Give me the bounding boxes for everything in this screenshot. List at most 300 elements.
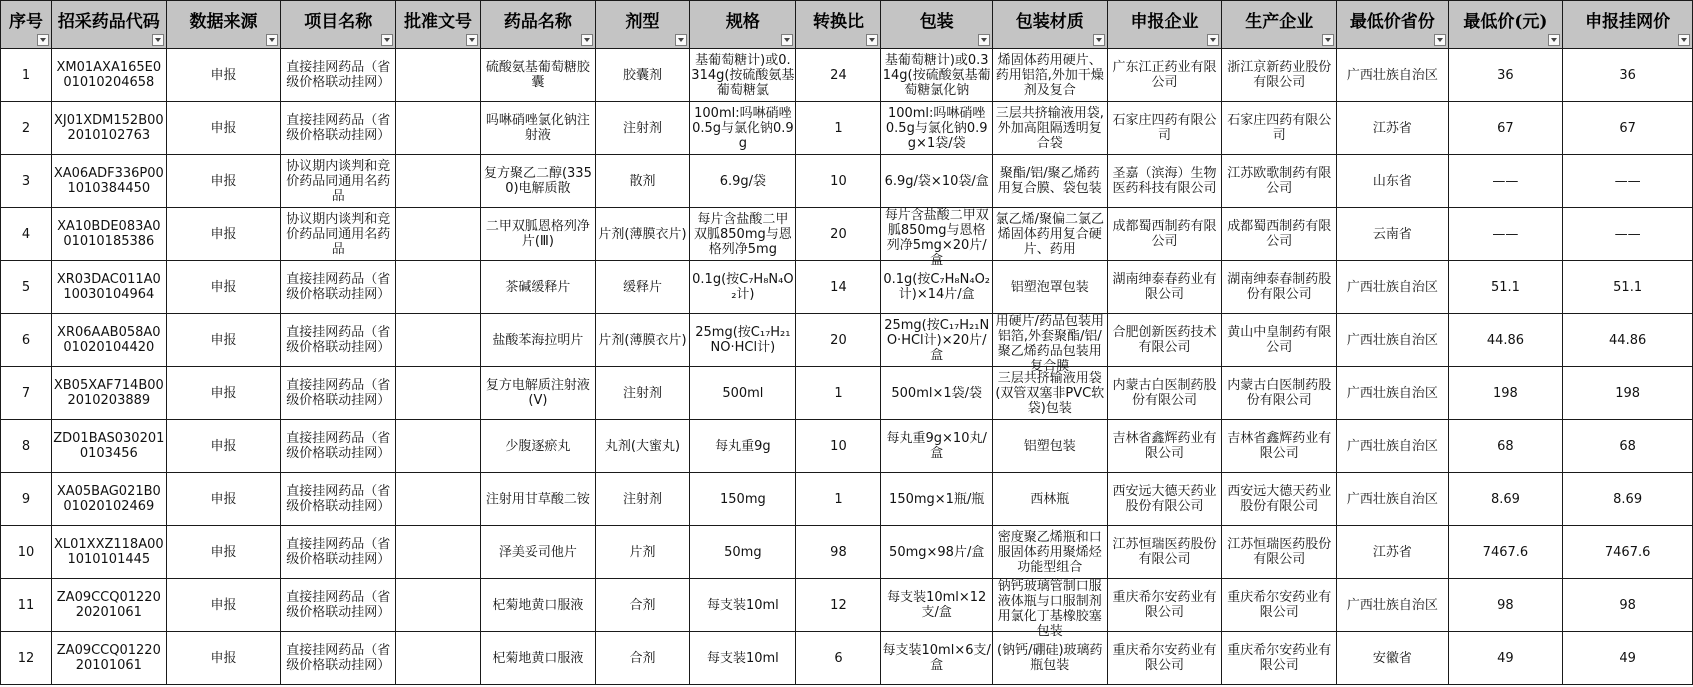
cell-province[interactable] — [1337, 526, 1449, 579]
cell-lowest[interactable] — [1448, 155, 1563, 208]
cell-applicant[interactable] — [1107, 473, 1222, 526]
cell-project[interactable] — [281, 632, 396, 685]
cell-spec[interactable] — [690, 102, 796, 155]
cell-package[interactable] — [881, 473, 993, 526]
cell-value: 山东省 — [1372, 173, 1412, 189]
cell-form[interactable] — [595, 420, 690, 473]
cell-manufacturer[interactable] — [1222, 473, 1337, 526]
cell-seq[interactable] — [1, 208, 52, 261]
filter-dropdown-icon[interactable] — [1548, 34, 1560, 46]
column-header-package[interactable] — [881, 1, 993, 49]
cell-manufacturer[interactable] — [1222, 261, 1337, 314]
cell-material[interactable] — [992, 102, 1107, 155]
table-row — [1, 579, 1693, 632]
cell-value: 用硬片/药品包装用铝箔,外套聚酯/铝/聚乙烯药品包装用复合膜 — [995, 314, 1104, 374]
cell-applicant[interactable] — [1107, 632, 1222, 685]
cell-listed[interactable] — [1563, 579, 1693, 632]
cell-drug[interactable] — [481, 208, 596, 261]
cell-province[interactable] — [1337, 261, 1449, 314]
cell-value: ZA09CCQ0122020101061 — [56, 643, 161, 673]
cell-code[interactable] — [51, 526, 166, 579]
column-header-project[interactable] — [281, 1, 396, 49]
cell-province[interactable] — [1337, 314, 1449, 367]
cell-seq[interactable] — [1, 579, 52, 632]
cell-value: 二甲双胍恩格列净片(Ⅲ) — [485, 219, 590, 249]
cell-value: 重庆希尔安药业有限公司 — [1112, 643, 1217, 673]
cell-spec[interactable] — [690, 367, 796, 420]
cell-value: 12 — [17, 650, 35, 666]
cell-value: 49 — [1619, 650, 1636, 666]
cell-source[interactable] — [166, 526, 281, 579]
cell-lowest[interactable] — [1448, 49, 1563, 102]
cell-material[interactable] — [992, 420, 1107, 473]
cell-province[interactable] — [1337, 632, 1449, 685]
cell-project[interactable] — [281, 155, 396, 208]
cell-ratio[interactable] — [796, 155, 881, 208]
cell-value: 直接挂网药品（省级价格联动挂网） — [286, 60, 391, 90]
cell-ratio[interactable] — [796, 420, 881, 473]
cell-code[interactable] — [51, 261, 166, 314]
cell-spec[interactable] — [690, 579, 796, 632]
cell-seq[interactable] — [1, 420, 52, 473]
cell-ratio[interactable] — [796, 314, 881, 367]
cell-spec[interactable] — [690, 49, 796, 102]
cell-material[interactable] — [992, 155, 1107, 208]
cell-value: 申报 — [210, 173, 237, 189]
cell-seq[interactable] — [1, 155, 52, 208]
cell-value: 协议期内谈判和竞价药品同通用名药品 — [286, 158, 391, 204]
cell-code[interactable] — [51, 420, 166, 473]
cell-project[interactable] — [281, 208, 396, 261]
cell-material[interactable] — [992, 526, 1107, 579]
cell-form[interactable] — [595, 102, 690, 155]
cell-spec[interactable] — [690, 155, 796, 208]
cell-applicant[interactable] — [1107, 367, 1222, 420]
cell-value: 每丸重9g — [715, 438, 771, 454]
cell-seq[interactable] — [1, 632, 52, 685]
cell-package[interactable] — [881, 314, 993, 367]
cell-lowest[interactable] — [1448, 473, 1563, 526]
cell-value: —— — [1614, 173, 1641, 189]
cell-province[interactable] — [1337, 102, 1449, 155]
cell-value: 4 — [21, 226, 31, 242]
cell-source[interactable] — [166, 208, 281, 261]
cell-material[interactable] — [992, 314, 1107, 374]
cell-spec[interactable] — [690, 473, 796, 526]
cell-province[interactable] — [1337, 208, 1449, 261]
cell-source[interactable] — [166, 367, 281, 420]
cell-value: XA10BDE083A001010185386 — [57, 219, 161, 249]
cell-project[interactable] — [281, 526, 396, 579]
cell-value: 150mg — [720, 491, 766, 507]
column-header-lowest[interactable] — [1448, 1, 1563, 49]
cell-package[interactable] — [881, 102, 993, 155]
cell-value: 协议期内谈判和竞价药品同通用名药品 — [286, 211, 391, 257]
cell-drug[interactable] — [481, 155, 596, 208]
cell-value: 8 — [21, 438, 31, 454]
cell-province[interactable] — [1337, 473, 1449, 526]
cell-package[interactable] — [881, 49, 993, 102]
cell-value: 10 — [17, 544, 35, 560]
cell-drug[interactable] — [481, 314, 596, 367]
cell-manufacturer[interactable] — [1222, 632, 1337, 685]
cell-province[interactable] — [1337, 367, 1449, 420]
cell-source[interactable] — [166, 579, 281, 632]
cell-package[interactable] — [881, 632, 993, 685]
cell-province[interactable] — [1337, 579, 1449, 632]
column-header-seq[interactable] — [1, 1, 52, 49]
column-header-ratio[interactable] — [796, 1, 881, 49]
cell-spec[interactable] — [690, 208, 796, 261]
cell-drug[interactable] — [481, 261, 596, 314]
cell-project[interactable] — [281, 367, 396, 420]
cell-value: 14 — [830, 279, 847, 295]
cell-project[interactable] — [281, 473, 396, 526]
cell-package[interactable] — [881, 155, 993, 208]
cell-package[interactable] — [881, 261, 993, 314]
cell-ratio[interactable] — [796, 367, 881, 420]
cell-manufacturer[interactable] — [1222, 367, 1337, 420]
cell-spec[interactable] — [690, 526, 796, 579]
filter-dropdown-icon[interactable] — [37, 34, 49, 46]
cell-approval[interactable] — [396, 526, 481, 579]
cell-listed[interactable] — [1563, 314, 1693, 367]
cell-value: 申报 — [210, 67, 237, 83]
cell-lowest[interactable] — [1448, 208, 1563, 261]
cell-value: 98 — [1497, 597, 1514, 613]
column-header-code[interactable] — [51, 1, 166, 49]
cell-approval[interactable] — [396, 261, 481, 314]
cell-applicant[interactable] — [1107, 155, 1222, 208]
cell-source[interactable] — [166, 314, 281, 367]
cell-value: 20 — [830, 332, 847, 348]
cell-manufacturer[interactable] — [1222, 526, 1337, 579]
cell-value: 每丸重9g×10丸/盒 — [886, 431, 987, 461]
cell-value: XA05BAG021B001020102469 — [56, 484, 161, 514]
cell-form[interactable] — [595, 526, 690, 579]
cell-material[interactable] — [992, 632, 1107, 685]
cell-spec[interactable] — [690, 314, 796, 367]
cell-approval[interactable] — [396, 155, 481, 208]
cell-ratio[interactable] — [796, 208, 881, 261]
filter-dropdown-icon[interactable] — [675, 34, 687, 46]
cell-manufacturer[interactable] — [1222, 49, 1337, 102]
cell-lowest[interactable] — [1448, 526, 1563, 579]
cell-source[interactable] — [166, 473, 281, 526]
cell-value: 10 — [830, 173, 847, 189]
cell-drug[interactable] — [481, 632, 596, 685]
column-header-drug[interactable] — [481, 1, 596, 49]
cell-value: 0.1g(按C₇H₈N₄O₂计) — [692, 272, 794, 302]
cell-applicant[interactable] — [1107, 420, 1222, 473]
cell-seq[interactable] — [1, 49, 52, 102]
cell-drug[interactable] — [481, 420, 596, 473]
cell-form[interactable] — [595, 579, 690, 632]
cell-ratio[interactable] — [796, 632, 881, 685]
cell-applicant[interactable] — [1107, 526, 1222, 579]
cell-approval[interactable] — [396, 420, 481, 473]
cell-project[interactable] — [281, 102, 396, 155]
cell-approval[interactable] — [396, 49, 481, 102]
cell-applicant[interactable] — [1107, 208, 1222, 261]
cell-package[interactable] — [881, 579, 993, 632]
cell-code[interactable] — [51, 367, 166, 420]
cell-value: 申报 — [210, 650, 237, 666]
column-header-form[interactable] — [595, 1, 690, 49]
cell-province[interactable] — [1337, 420, 1449, 473]
cell-value: 98 — [1619, 597, 1636, 613]
cell-material[interactable] — [992, 473, 1107, 526]
cell-listed[interactable] — [1563, 261, 1693, 314]
cell-value: 茶碱缓释片 — [505, 279, 571, 295]
cell-approval[interactable] — [396, 314, 481, 367]
filter-dropdown-icon[interactable] — [581, 34, 593, 46]
cell-manufacturer[interactable] — [1222, 102, 1337, 155]
filter-dropdown-icon[interactable] — [1678, 34, 1690, 46]
cell-value: 石家庄四药有限公司 — [1112, 113, 1217, 143]
cell-code[interactable] — [51, 314, 166, 367]
column-header-label: 剂型 — [625, 11, 660, 32]
cell-ratio[interactable] — [796, 579, 881, 632]
filter-dropdown-icon[interactable] — [978, 34, 990, 46]
cell-value: 直接挂网药品（省级价格联动挂网） — [286, 590, 391, 620]
cell-code[interactable] — [51, 208, 166, 261]
cell-value: XL01XXZ118A001010101445 — [53, 537, 164, 567]
cell-package[interactable] — [881, 208, 993, 268]
filter-dropdown-icon[interactable] — [781, 34, 793, 46]
cell-form[interactable] — [595, 155, 690, 208]
cell-source[interactable] — [166, 49, 281, 102]
cell-value: 湖南绅泰春制药股份有限公司 — [1227, 272, 1332, 302]
table-row — [1, 49, 1693, 102]
cell-value: 基葡萄糖计)或0.314g(按硫酸氨基葡萄糖氯 — [691, 52, 795, 98]
cell-manufacturer[interactable] — [1222, 155, 1337, 208]
cell-project[interactable] — [281, 49, 396, 102]
cell-project[interactable] — [281, 314, 396, 367]
cell-code[interactable] — [51, 155, 166, 208]
cell-value: 2 — [21, 120, 31, 136]
cell-material[interactable] — [992, 367, 1107, 420]
cell-value: 片剂(薄膜衣片) — [598, 332, 687, 348]
cell-project[interactable] — [281, 420, 396, 473]
cell-listed[interactable] — [1563, 473, 1693, 526]
filter-dropdown-icon[interactable] — [266, 34, 278, 46]
cell-applicant[interactable] — [1107, 49, 1222, 102]
cell-source[interactable] — [166, 155, 281, 208]
cell-value: 198 — [1493, 385, 1518, 401]
column-header-spec[interactable] — [690, 1, 796, 49]
column-header-applicant[interactable] — [1107, 1, 1222, 49]
cell-value: 三层共挤输液用袋(双管双塞非PVC软袋)包装 — [995, 370, 1105, 416]
filter-dropdown-icon[interactable] — [1207, 34, 1219, 46]
cell-listed[interactable] — [1563, 102, 1693, 155]
cell-drug[interactable] — [481, 49, 596, 102]
cell-value: 杞菊地黄口服液 — [492, 597, 584, 613]
cell-value: 密度聚乙烯瓶和口服固体药用聚烯烃功能型组合 — [997, 529, 1102, 575]
cell-value: —— — [1492, 173, 1519, 189]
cell-value: 西安远大德天药业股份有限公司 — [1112, 484, 1217, 514]
cell-code[interactable] — [51, 49, 166, 102]
cell-value: 25mg(按C₁₇H₂₁NO·HCl计)×20片/盒 — [884, 317, 990, 363]
cell-seq[interactable] — [1, 102, 52, 155]
cell-project[interactable] — [281, 261, 396, 314]
cell-package[interactable] — [881, 526, 993, 579]
cell-value: 7467.6 — [1482, 544, 1529, 560]
cell-material[interactable] — [992, 208, 1107, 261]
cell-approval[interactable] — [396, 632, 481, 685]
cell-package[interactable] — [881, 420, 993, 473]
cell-approval[interactable] — [396, 367, 481, 420]
column-header-material[interactable] — [992, 1, 1107, 49]
cell-code[interactable] — [51, 632, 166, 685]
cell-value: 铝塑包装 — [1023, 438, 1076, 454]
column-header-label: 招采药品代码 — [57, 11, 160, 32]
cell-value: 黄山中皇制药有限公司 — [1227, 325, 1332, 355]
filter-dropdown-icon[interactable] — [1093, 34, 1105, 46]
cell-code[interactable] — [51, 102, 166, 155]
cell-approval[interactable] — [396, 102, 481, 155]
cell-approval[interactable] — [396, 579, 481, 632]
cell-package[interactable] — [881, 367, 993, 420]
cell-form[interactable] — [595, 208, 690, 261]
cell-source[interactable] — [166, 102, 281, 155]
cell-value: 广西壮族自治区 — [1346, 279, 1438, 295]
cell-value: XM01AXA165E001010204658 — [56, 60, 162, 90]
cell-seq[interactable] — [1, 473, 52, 526]
cell-material[interactable] — [992, 261, 1107, 314]
cell-ratio[interactable] — [796, 473, 881, 526]
cell-value: 直接挂网药品（省级价格联动挂网） — [286, 484, 391, 514]
filter-dropdown-icon[interactable] — [381, 34, 393, 46]
cell-listed[interactable] — [1563, 420, 1693, 473]
filter-dropdown-icon[interactable] — [866, 34, 878, 46]
cell-value: 51.1 — [1490, 279, 1520, 295]
column-header-label: 项目名称 — [304, 11, 373, 32]
cell-lowest[interactable] — [1448, 314, 1563, 367]
cell-value: 圣嘉（滨海）生物医药科技有限公司 — [1112, 166, 1217, 196]
cell-form[interactable] — [595, 473, 690, 526]
cell-value: 江苏恒瑞医药股份有限公司 — [1227, 537, 1332, 567]
cell-manufacturer[interactable] — [1222, 420, 1337, 473]
cell-form[interactable] — [595, 632, 690, 685]
cell-value: 重庆希尔安药业有限公司 — [1227, 590, 1332, 620]
cell-value: 1 — [21, 67, 31, 83]
cell-source[interactable] — [166, 420, 281, 473]
cell-seq[interactable] — [1, 367, 52, 420]
cell-ratio[interactable] — [796, 102, 881, 155]
cell-lowest[interactable] — [1448, 367, 1563, 420]
cell-applicant[interactable] — [1107, 314, 1222, 367]
cell-lowest[interactable] — [1448, 102, 1563, 155]
cell-ratio[interactable] — [796, 526, 881, 579]
cell-drug[interactable] — [481, 473, 596, 526]
cell-listed[interactable] — [1563, 632, 1693, 685]
cell-value: 三层共挤输液用袋,外加高阻隔透明复合袋 — [995, 105, 1104, 151]
cell-value: XB05XAF714B002010203889 — [53, 378, 164, 408]
table-row — [1, 420, 1693, 473]
column-header-approval[interactable] — [396, 1, 481, 49]
cell-manufacturer[interactable] — [1222, 208, 1337, 261]
cell-applicant[interactable] — [1107, 579, 1222, 632]
header-row — [1, 1, 1693, 49]
cell-value: 吉林省鑫辉药业有限公司 — [1227, 431, 1332, 461]
cell-value: —— — [1492, 226, 1519, 242]
cell-value: 硫酸氨基葡萄糖胶囊 — [485, 60, 590, 90]
column-header-source[interactable] — [166, 1, 281, 49]
cell-ratio[interactable] — [796, 261, 881, 314]
cell-drug[interactable] — [481, 102, 596, 155]
cell-value: 每支装10ml×12支/盒 — [887, 590, 987, 620]
cell-value: XR03DAC011A010030104964 — [56, 272, 161, 302]
cell-listed[interactable] — [1563, 208, 1693, 261]
cell-drug[interactable] — [481, 526, 596, 579]
cell-spec[interactable] — [690, 261, 796, 314]
cell-ratio[interactable] — [796, 49, 881, 102]
column-header-province[interactable] — [1337, 1, 1449, 49]
filter-dropdown-icon[interactable] — [466, 34, 478, 46]
cell-listed[interactable] — [1563, 155, 1693, 208]
cell-value: 49 — [1497, 650, 1514, 666]
column-header-listed[interactable] — [1563, 1, 1693, 49]
cell-value: 泽美妥司他片 — [498, 544, 577, 560]
cell-seq[interactable] — [1, 526, 52, 579]
cell-source[interactable] — [166, 632, 281, 685]
filter-dropdown-icon[interactable] — [1322, 34, 1334, 46]
cell-drug[interactable] — [481, 579, 596, 632]
cell-manufacturer[interactable] — [1222, 314, 1337, 367]
cell-material[interactable] — [992, 579, 1107, 639]
column-header-manufacturer[interactable] — [1222, 1, 1337, 49]
table-row — [1, 314, 1693, 367]
cell-value: 每支装10ml×6支/盒 — [882, 643, 991, 673]
cell-province[interactable] — [1337, 49, 1449, 102]
cell-form[interactable] — [595, 314, 690, 367]
cell-value: —— — [1614, 226, 1641, 242]
cell-lowest[interactable] — [1448, 579, 1563, 632]
cell-applicant[interactable] — [1107, 261, 1222, 314]
cell-lowest[interactable] — [1448, 261, 1563, 314]
cell-material[interactable] — [992, 49, 1107, 102]
cell-value: 67 — [1497, 120, 1514, 136]
cell-spec[interactable] — [690, 420, 796, 473]
cell-drug[interactable] — [481, 367, 596, 420]
cell-form[interactable] — [595, 261, 690, 314]
cell-lowest[interactable] — [1448, 420, 1563, 473]
cell-approval[interactable] — [396, 473, 481, 526]
cell-seq[interactable] — [1, 314, 52, 367]
cell-form[interactable] — [595, 49, 690, 102]
cell-code[interactable] — [51, 579, 166, 632]
cell-lowest[interactable] — [1448, 632, 1563, 685]
cell-manufacturer[interactable] — [1222, 579, 1337, 632]
cell-code[interactable] — [51, 473, 166, 526]
cell-value: 44.86 — [1486, 332, 1525, 348]
cell-source[interactable] — [166, 261, 281, 314]
cell-listed[interactable] — [1563, 49, 1693, 102]
column-header-label: 生产企业 — [1245, 11, 1314, 32]
cell-approval[interactable] — [396, 208, 481, 261]
filter-dropdown-icon[interactable] — [152, 34, 164, 46]
cell-seq[interactable] — [1, 261, 52, 314]
cell-province[interactable] — [1337, 155, 1449, 208]
cell-project[interactable] — [281, 579, 396, 632]
cell-listed[interactable] — [1563, 367, 1693, 420]
filter-dropdown-icon[interactable] — [1434, 34, 1446, 46]
cell-listed[interactable] — [1563, 526, 1693, 579]
cell-spec[interactable] — [690, 632, 796, 685]
cell-form[interactable] — [595, 367, 690, 420]
cell-applicant[interactable] — [1107, 102, 1222, 155]
